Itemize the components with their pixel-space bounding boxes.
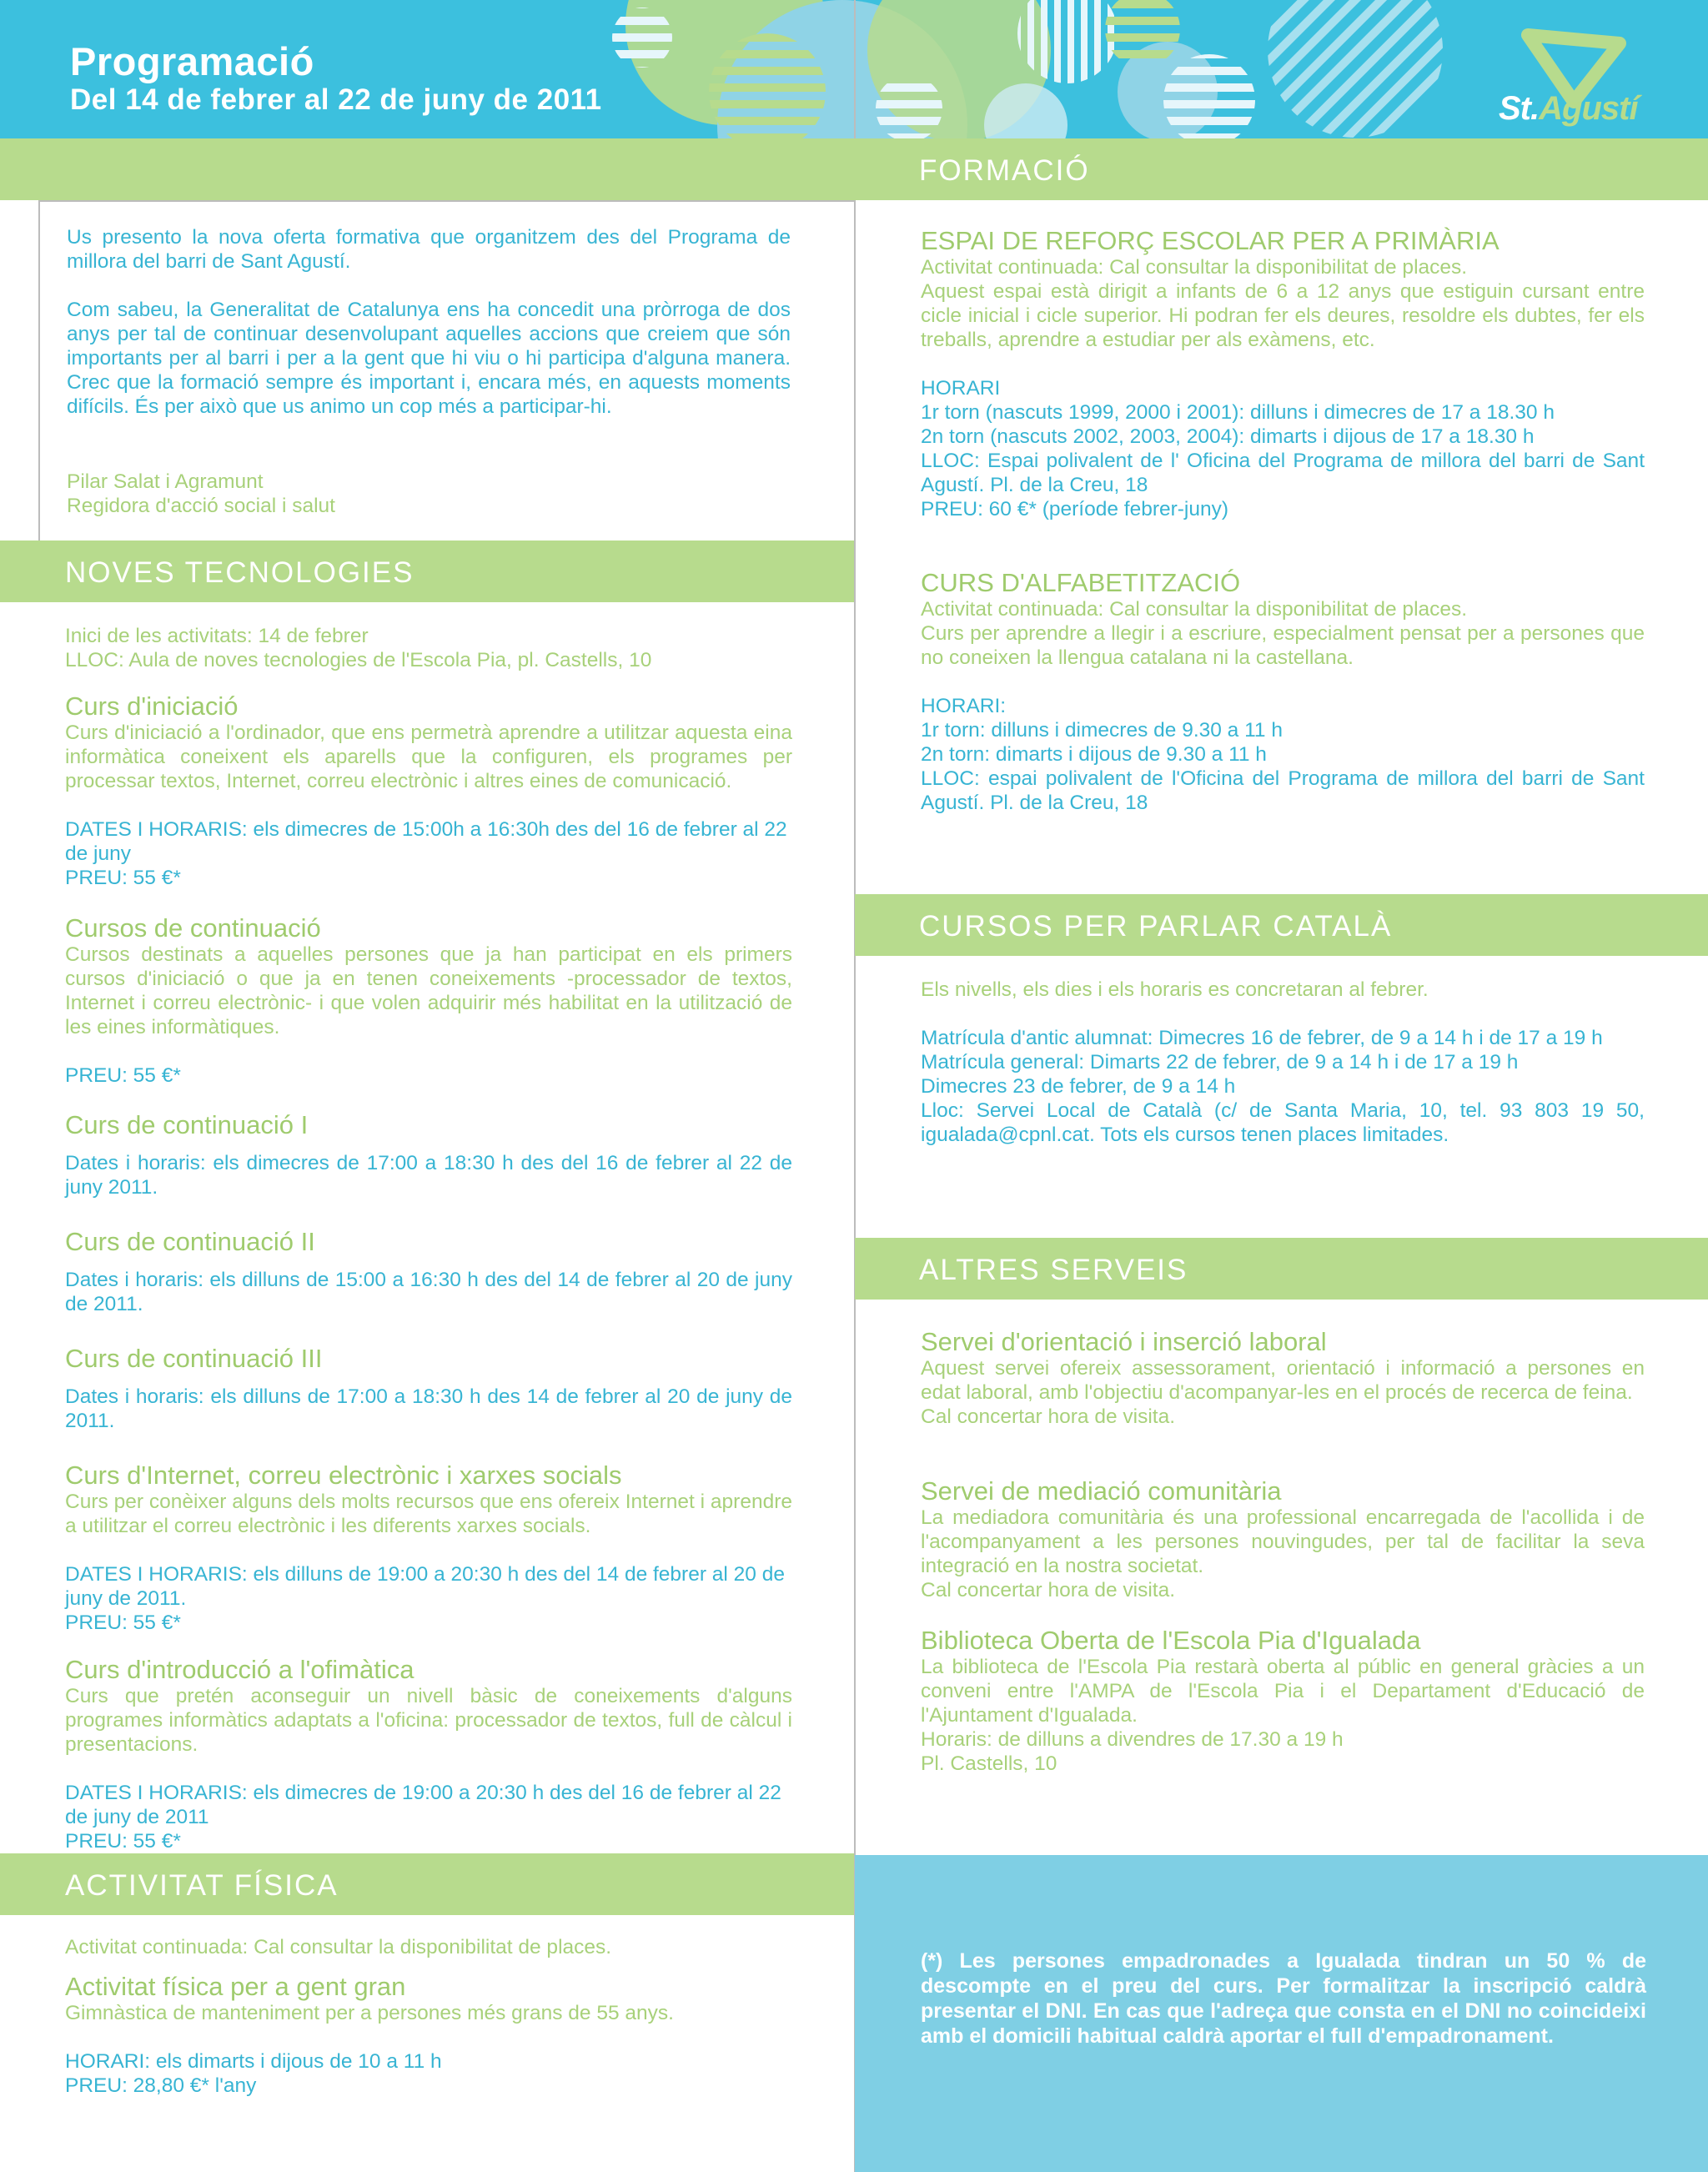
service-title: Servei d'orientació i inserció laboral	[921, 1327, 1327, 1356]
course-title: CURS D'ALFABETITZACIÓ	[921, 568, 1241, 597]
service-note: Cal concertar hora de visita.	[921, 1579, 1176, 1601]
course-continuacio-1	[65, 1111, 792, 1199]
service-title: Biblioteca Oberta de l'Escola Pia d'Igualada	[921, 1626, 1421, 1655]
section-band-altres-serveis	[855, 1238, 1708, 1300]
course-continuacio-2	[65, 1228, 792, 1316]
enrolment-returning: Matrícula d'antic alumnat: Dimecres 16 de febrer, de 9 a 14 h i de 17 a 19 h	[921, 1027, 1603, 1049]
location: LLOC: espai polivalent de l'Oficina del Programa de millora del barri de Sant Agustí. Pl. de la Creu, 18	[921, 767, 1645, 814]
course-description: Curs per aprendre a llegir i a escriure, especialment pensat per a persones que no coneixen la llengua catalana ni la castellana.	[921, 622, 1645, 669]
schedule-label: HORARI:	[921, 695, 1007, 717]
course-description: Aquest espai està dirigit a infants de 6 a 12 anys que estiguin cursant entre cicle inicial i cicle superior. Hi podran fer els deures, resoldre els dubtes, fer els treballs, aprendre a estudiar per als exàmens, etc.	[921, 280, 1645, 351]
section-title-activitat-fisica: ACTIVITAT FÍSICA	[65, 1869, 339, 1902]
section-band-noves-tecnologies	[0, 540, 854, 602]
location: LLOC: Aula de noves tecnologies de l'Escola Pia, pl. Castells, 10	[65, 649, 652, 671]
course-title: Curs d'iniciació	[65, 691, 239, 721]
service-description: Aquest servei ofereix assessorament, orientació i informació a persones en edat laboral, amb l'objectiu d'acompanyar-les en el procés de recerca de feina.	[921, 1357, 1645, 1404]
course-price: PREU: 55 €*	[65, 1064, 181, 1087]
course-price: PREU: 55 €*	[65, 1611, 181, 1634]
schedule-label: HORARI	[921, 377, 1001, 400]
course-schedule: HORARI: els dimarts i dijous de 10 a 11 h	[65, 2050, 442, 2073]
course-price: PREU: 55 €*	[65, 867, 181, 889]
course-schedule: DATES I HORARIS: els dimecres de 15:00h a 16:30h des del 16 de febrer al 22 de juny	[65, 818, 787, 865]
noves-tecnologies-info	[65, 624, 792, 672]
course-title: Curs de continuació II	[65, 1227, 315, 1256]
course-description: Gimnàstica de manteniment per a persones més grans de 55 anys.	[65, 2002, 674, 2024]
availability-note: Activitat continuada: Cal consultar la disponibilitat de places.	[65, 1936, 612, 1958]
course-description: Cursos destinats a aquelles persones que ja han participat en els primers cursos d'iniciació o que ja en tenen coneixements -processador de textos, Internet i correu electrònic- i que volen adquirir més habilitat en la utilització de les eines informàtiques.	[65, 943, 792, 1038]
section-band-activitat-fisica	[0, 1853, 854, 1915]
service-note: Cal concertar hora de visita.	[921, 1405, 1176, 1428]
reforc-escolar	[921, 227, 1645, 521]
logo-prefix: St.	[1499, 90, 1540, 127]
signature-name: Pilar Salat i Agramunt	[67, 470, 264, 493]
course-continuacio-3	[65, 1345, 792, 1433]
service-description: La biblioteca de l'Escola Pia restarà oberta al públic en general gràcies a un conveni entre l'AMPA de l'Escola Pia i el Departament d'Educació de l'Ajuntament d'Igualada.	[921, 1656, 1645, 1727]
intro-paragraph: Com sabeu, la Generalitat de Catalunya ens ha concedit una pròrroga de dos anys per tal de continuar desenvolupant aquelles accions que creiem que són importants per al barri i per a la gent que hi viu o hi participa d'alguna manera. Crec que la formació sempre és important i, encara més, en aquests moments difícils. És per això que us animo un cop més a participar-hi.	[67, 299, 791, 418]
column-divider	[854, 0, 856, 2172]
course-title: Curs de continuació III	[65, 1344, 323, 1373]
course-description: Curs d'iniciació a l'ordinador, que ens permetrà aprendre a utilitzar aquesta eina informàtica coneixent els aparells que la configuren, els programes per processar textos, Internet, correu electrònic i altres eines de comunicació.	[65, 721, 792, 792]
signature-role: Regidora d'acció social i salut	[67, 495, 335, 517]
service-title: Servei de mediació comunitària	[921, 1476, 1282, 1506]
catala-content	[921, 978, 1645, 1147]
course-schedule: Dates i horaris: els dilluns de 15:00 a 16:30 h des del 14 de febrer al 20 de juny de 2011.	[65, 1269, 792, 1315]
logo-wordmark	[1499, 90, 1638, 128]
servei-orientacio	[921, 1328, 1645, 1429]
intro-signature	[67, 470, 791, 518]
course-title: Curs d'Internet, correu electrònic i xarxes socials	[65, 1461, 622, 1490]
catala-intro: Els nivells, els dies i els horaris es concretaran al febrer.	[921, 978, 1429, 1001]
course-description: Curs per conèixer alguns dels molts recursos que ens ofereix Internet i aprendre a utilitzar el correu electrònic i les diferents xarxes socials.	[65, 1491, 792, 1537]
course-schedule: DATES I HORARIS: els dilluns de 19:00 a 20:30 h des del 14 de febrer al 20 de juny de 2011.	[65, 1563, 785, 1610]
section-band-catala	[855, 894, 1708, 956]
intro-text	[67, 225, 791, 419]
opening-hours: Horaris: de dilluns a divendres de 17.30 a 19 h	[921, 1728, 1344, 1751]
availability-note: Activitat continuada: Cal consultar la disponibilitat de places.	[921, 256, 1468, 279]
availability-note: Activitat continuada: Cal consultar la disponibilitat de places.	[921, 598, 1468, 621]
footnote-text: (*) Les persones empadronades a Igualada tindran un 50 % de descompte en el preu del curs. Per formalitzar la inscripció caldrà presentar el DNI. En cas que l'adreça que consta en el DNI no coincideixi amb el domicili habitual caldrà aportar el full d'empadronament.	[921, 1949, 1646, 2048]
start-date: Inici de les activitats: 14 de febrer	[65, 625, 369, 647]
section-title-formacio: FORMACIÓ	[919, 154, 1090, 187]
section-band-formacio	[0, 138, 1708, 200]
biblioteca-oberta	[921, 1626, 1645, 1776]
location: Lloc: Servei Local de Català (c/ de Santa Maria, 10, tel. 93 803 19 50, igualada@cpnl.cat. Tots els cursos tenen places limitades.	[921, 1099, 1645, 1146]
activitat-fisica-content	[65, 1935, 792, 2098]
location: LLOC: Espai polivalent de l' Oficina del Programa de millora del barri de Sant Agustí. Pl. de la Creu, 18	[921, 450, 1645, 496]
schedule-shift: 2n torn (nascuts 2002, 2003, 2004): dimarts i dijous de 17 a 18.30 h	[921, 425, 1535, 448]
frame-line	[38, 200, 40, 540]
section-title-noves-tecnologies: NOVES TECNOLOGIES	[65, 556, 414, 589]
enrolment-general: Matrícula general: Dimarts 22 de febrer, de 9 a 14 h i de 17 a 19 h	[921, 1051, 1519, 1073]
course-internet	[65, 1461, 792, 1635]
course-description: Curs que pretén aconseguir un nivell bàsic de coneixements d'alguns programes informàtics adaptats a l'oficina: processador de textos, full de càlcul i presentacions.	[65, 1685, 792, 1756]
course-title: Curs de continuació I	[65, 1110, 309, 1139]
course-schedule: Dates i horaris: els dilluns de 17:00 a 18:30 h des 14 de febrer al 20 de juny de 2011.	[65, 1385, 792, 1432]
logo-name: Agustí	[1539, 90, 1638, 127]
course-iniciacio	[65, 692, 792, 890]
course-price: PREU: 28,80 €* l'any	[65, 2074, 257, 2097]
curs-alfabetitzacio	[921, 569, 1645, 815]
schedule-shift: 1r torn: dilluns i dimecres de 9.30 a 11 h	[921, 719, 1283, 742]
servei-mediacio	[921, 1477, 1645, 1602]
intro-paragraph: Us presento la nova oferta formativa que organitzem des del Programa de millora del barri de Sant Agustí.	[67, 226, 791, 273]
course-price: PREU: 55 €*	[65, 1830, 181, 1853]
frame-line	[38, 200, 856, 202]
course-title: Cursos de continuació	[65, 913, 321, 943]
course-title: ESPAI DE REFORÇ ESCOLAR PER A PRIMÀRIA	[921, 226, 1500, 255]
schedule-shift: 1r torn (nascuts 1999, 2000 i 2001): dilluns i dimecres de 17 a 18.30 h	[921, 401, 1555, 424]
address: Pl. Castells, 10	[921, 1752, 1057, 1775]
course-schedule: Dates i horaris: els dimecres de 17:00 a 18:30 h des del 16 de febrer al 22 de juny 2011.	[65, 1152, 792, 1199]
page-subtitle: Del 14 de febrer al 22 de juny de 2011	[70, 83, 602, 116]
course-schedule: DATES I HORARIS: els dimecres de 19:00 a 20:30 h des del 16 de febrer al 22 de juny de 2011	[65, 1782, 781, 1828]
page-title: Programació	[70, 39, 314, 83]
service-description: La mediadora comunitària és una professional encarregada de l'acollida i de l'acompanyament a les persones nouvingudes, per tal de facilitar la seva integració en la nostra societat.	[921, 1506, 1645, 1577]
course-continuacio	[65, 914, 792, 1088]
section-title-catala: CURSOS PER PARLAR CATALÀ	[919, 910, 1393, 943]
section-title-altres-serveis: ALTRES SERVEIS	[919, 1254, 1188, 1286]
course-ofimatica	[65, 1656, 792, 1853]
course-title: Activitat física per a gent gran	[65, 1972, 406, 2001]
course-title: Curs d'introducció a l'ofimàtica	[65, 1655, 414, 1684]
schedule-shift: 2n torn: dimarts i dijous de 9.30 a 11 h	[921, 743, 1267, 766]
course-price: PREU: 60 €* (període febrer-juny)	[921, 498, 1229, 520]
enrolment-extra-day: Dimecres 23 de febrer, de 9 a 14 h	[921, 1075, 1236, 1098]
